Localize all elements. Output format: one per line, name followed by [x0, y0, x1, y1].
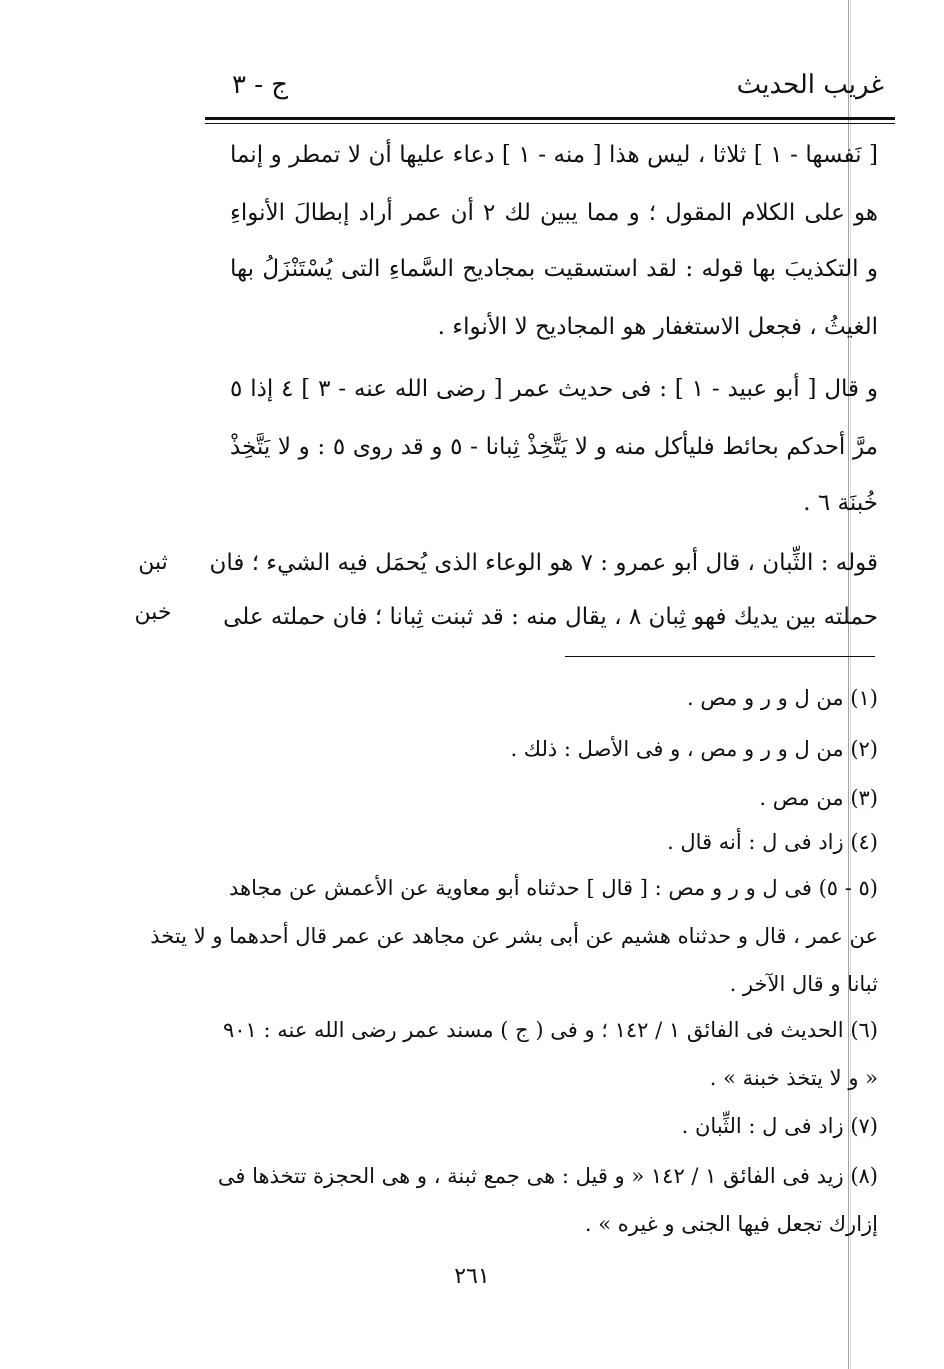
- body-line: مرَّ أحدكم بحائط فليأكل منه و لا يَتَّخِذْ ثِبانا - ٥ و قد روى ٥ : و لا يَتَّخِذْ: [230, 434, 878, 460]
- footnote: (٥ - ٥) فى ل و ر و مص : [ قال ] حدثناه أبو معاوية عن الأعمش عن مجاهد: [229, 876, 878, 900]
- volume-reference: ج - ٣: [232, 70, 289, 100]
- body-line: حملته بين يديك فهو ثِبان ٨ ، يقال منه : قد ثبنت ثِبانا ؛ فان حملته على: [223, 604, 878, 630]
- margin-root-word: خبن: [134, 600, 172, 625]
- header-rule-thick: [205, 117, 895, 120]
- body-line: قوله : الثِّبان ، قال أبو عمرو : ٧ هو الوعاء الذى يُحمَل فيه الشيء ؛ فان: [209, 550, 878, 576]
- footnote-continuation: ثبانا و قال الآخر .: [729, 972, 878, 996]
- running-title: غريب الحديث: [736, 70, 884, 100]
- footnote: (٨) زيد فى الفائق ١ / ١٤٢ « و قيل : هى جمع ثبنة ، و هى الحجزة تتخذها فى: [217, 1164, 878, 1188]
- footnote-continuation: إزارك تجعل فيها الجنى و غيره » .: [584, 1212, 878, 1236]
- footnote: (٦) الحديث فى الفائق ١ / ١٤٢ ؛ و فى ( ج ) مسند عمر رضى الله عنه : ٩٠١: [222, 1018, 878, 1042]
- margin-root-word: ثبن: [138, 550, 168, 575]
- body-line: و قال [ أبو عبيد - ١ ] : فى حديث عمر [ رضى الله عنه - ٣ ] ٤ إذا ٥: [230, 376, 878, 402]
- footnote: (٧) زاد فى ل : الثِّبان .: [681, 1114, 878, 1138]
- body-line: هو على الكلام المقول ؛ و مما يبين لك ٢ أن عمر أراد إبطالَ الأنواءِ: [230, 200, 878, 226]
- footnote-continuation: عن عمر ، قال و حدثناه هشيم عن أبى بشر عن مجاهد عن عمر قال أحدهما و لا يتخذ: [150, 924, 878, 948]
- footnote: (٤) زاد فى ل : أنه قال .: [667, 830, 878, 854]
- page-number: ٢٦١: [454, 1264, 490, 1289]
- body-line: خُبنَة ٦ .: [803, 490, 878, 516]
- body-line: و التكذيبَ بها قوله : لقد استسقيت بمجاديح السَّماءِ التى يُسْتَنْزَلُ بها: [230, 256, 878, 282]
- body-line: [ نَفسها - ١ ] ثلاثا ، ليس هذا [ منه - ١ ] دعاء عليها أن لا تمطر و إنما: [230, 142, 879, 168]
- header-rule-thin: [205, 123, 895, 124]
- footnote: (٣) من مص .: [759, 786, 878, 810]
- footnote-separator: [565, 656, 875, 657]
- footnote: (٢) من ل و ر و مص ، و فى الأصل : ذلك .: [510, 737, 878, 761]
- footnote-continuation: « و لا يتخذ خبنة » .: [709, 1066, 878, 1090]
- body-line: الغيثُ ، فجعل الاستغفار هو المجاديح لا الأنواء .: [437, 314, 878, 340]
- footnote: (١) من ل و ر و مص .: [687, 686, 878, 710]
